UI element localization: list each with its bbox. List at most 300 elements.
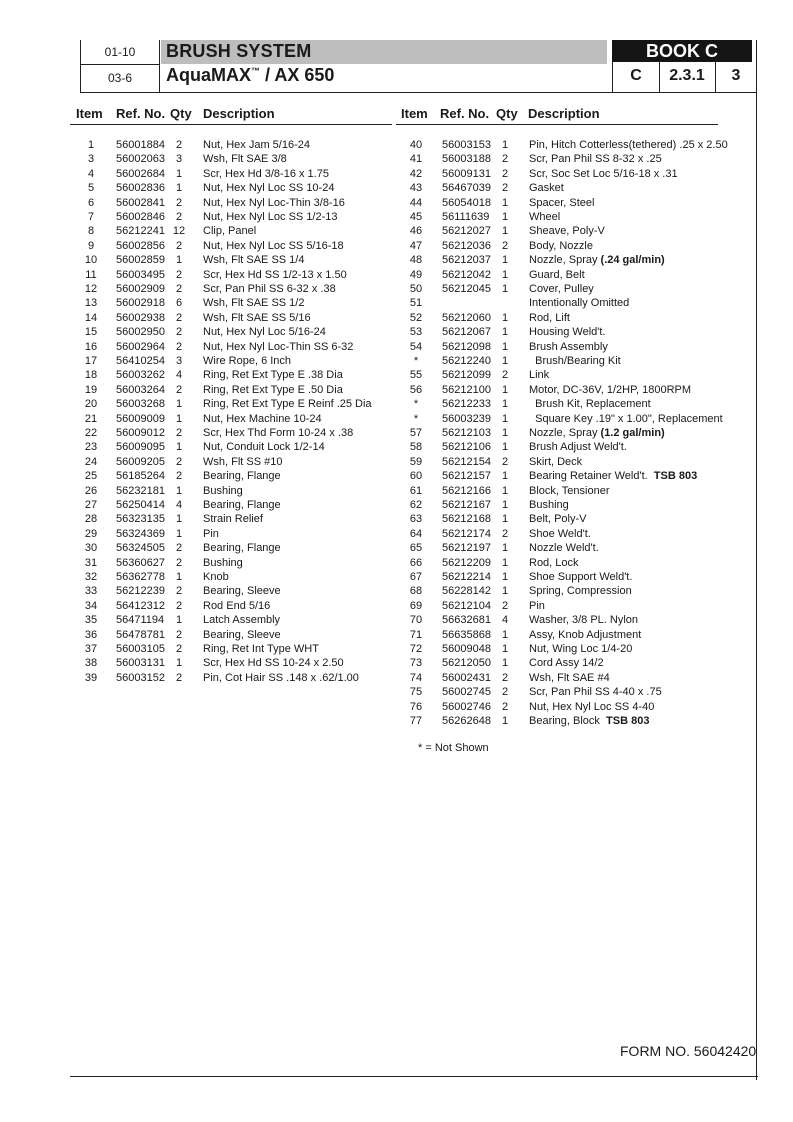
description — [529, 584, 632, 598]
ref-number: 56410254 — [116, 355, 165, 367]
quantity: 2 — [501, 182, 509, 195]
ref-number: 56002938 — [116, 311, 165, 324]
description-text: Skirt, Deck — [529, 455, 583, 468]
description-text: Shoe Weld't. — [529, 527, 591, 540]
quantity: 2 — [175, 470, 183, 483]
item-number: 12 — [84, 283, 98, 295]
item-number: 46 — [409, 225, 423, 238]
description-text: Brush Kit, Replacement — [529, 398, 651, 411]
ref-number: 56002684 — [116, 167, 165, 180]
parts-row — [0, 397, 651, 411]
parts-row — [0, 138, 728, 152]
quantity: 1 — [175, 398, 183, 411]
description-text: Bearing Retainer Weld't. — [529, 470, 654, 483]
quantity: 1 — [501, 441, 509, 454]
item-number: 30 — [84, 542, 98, 555]
item-number: * — [413, 355, 419, 367]
description — [529, 498, 569, 512]
footnote: * = Not Shown — [418, 742, 489, 754]
item-number: 15 — [84, 326, 98, 339]
item-number: 48 — [409, 254, 423, 267]
item-number: 8 — [87, 225, 95, 238]
quantity: 1 — [501, 715, 509, 727]
description — [529, 325, 606, 339]
ref-number: 56212098 — [442, 340, 491, 353]
description-text: Scr, Hex Thd Form 10-24 x .38 — [203, 427, 354, 439]
item-number: 25 — [84, 470, 98, 483]
description-text: Nut, Conduit Lock 1/2-14 — [203, 441, 325, 454]
parts-row — [0, 599, 545, 613]
quantity: 1 — [501, 326, 509, 339]
quantity: 1 — [175, 182, 183, 195]
parts-row — [0, 570, 633, 584]
page-number: 3 — [731, 67, 741, 84]
item-number: 71 — [409, 628, 423, 641]
quantity: 2 — [501, 700, 509, 713]
description — [529, 368, 549, 382]
parts-row — [0, 196, 595, 210]
col-header-rule — [70, 124, 392, 125]
description-text: Nozzle, Spray — [529, 254, 601, 267]
form-number: FORM NO. 56042420 — [620, 1043, 757, 1059]
description-text: Pin, Cot Hair SS .148 x .62/1.00 — [203, 671, 359, 684]
quantity: 1 — [501, 196, 509, 209]
description-text: Clip, Panel — [203, 225, 257, 238]
header-rule — [158, 92, 613, 93]
description — [529, 685, 662, 699]
item-number: 59 — [409, 455, 423, 468]
quantity: 1 — [501, 283, 509, 295]
item-number: 26 — [84, 484, 98, 497]
description-text: Nut, Hex Nyl Loc SS 1/2-13 — [203, 211, 338, 223]
description-text: Nut, Hex Nyl Loc SS 5/16-18 — [203, 239, 344, 252]
item-number: 24 — [84, 455, 98, 468]
ref-number: 56212214 — [442, 571, 491, 583]
parts-row — [0, 685, 662, 699]
quantity: 1 — [501, 643, 509, 655]
parts-row — [0, 426, 665, 440]
parts-row — [0, 268, 585, 282]
item-number: 54 — [409, 340, 423, 353]
ref-number: 56212042 — [442, 268, 491, 281]
ref-number: 56212174 — [442, 527, 491, 540]
parts-row — [0, 167, 678, 181]
quantity: 2 — [501, 671, 509, 684]
ref-number: 56324369 — [116, 527, 165, 540]
description — [529, 354, 621, 368]
parts-row — [0, 354, 621, 368]
parts-row — [0, 527, 591, 541]
parts-row — [0, 700, 655, 714]
section-ref-row — [612, 62, 757, 93]
quantity: 2 — [175, 599, 183, 612]
ref-number: 56002746 — [442, 700, 491, 713]
ref-number: 56002841 — [116, 196, 165, 209]
description — [529, 224, 605, 238]
book-label: BOOK C — [612, 40, 752, 62]
ref-number: 56212197 — [442, 542, 491, 555]
col-header-qty: Qty — [170, 106, 192, 121]
description-text: Pin — [529, 599, 545, 612]
item-number: 38 — [84, 657, 98, 670]
description-text: Brush/Bearing Kit — [529, 355, 621, 367]
quantity: 1 — [501, 470, 509, 483]
parts-row — [0, 340, 608, 354]
description-text: Scr, Hex Hd 3/8-16 x 1.75 — [203, 167, 329, 180]
ref-number: 56003188 — [442, 153, 491, 166]
parts-row — [0, 656, 604, 670]
parts-row — [0, 714, 650, 728]
item-number: 9 — [87, 239, 95, 252]
description — [529, 541, 599, 555]
ref-number: 56212157 — [442, 470, 491, 483]
quantity: 1 — [501, 542, 509, 555]
ref-number: 56232181 — [116, 484, 165, 497]
quantity: 1 — [501, 398, 509, 411]
description-text: Housing Weld't. — [529, 326, 606, 339]
description — [529, 296, 629, 310]
quantity: 2 — [175, 542, 183, 555]
ref-number: 56212209 — [442, 556, 491, 569]
description-text: Scr, Pan Phil SS 4-40 x .75 — [529, 686, 662, 699]
quantity: 1 — [175, 412, 183, 425]
quantity: 1 — [501, 571, 509, 583]
item-number: 72 — [409, 643, 423, 655]
parts-row — [0, 152, 662, 166]
ref-number: 56212067 — [442, 326, 491, 339]
ref-number: 56471194 — [116, 614, 165, 627]
quantity: 1 — [175, 527, 183, 540]
item-number: 43 — [409, 182, 423, 195]
quantity: 2 — [175, 311, 183, 324]
item-number: 34 — [84, 599, 98, 612]
quantity: 1 — [501, 427, 509, 439]
ref-number: 56635868 — [442, 628, 491, 641]
ref-number: 56002063 — [116, 153, 165, 166]
ref-number: 56212104 — [442, 599, 491, 612]
description-text: Knob — [203, 571, 229, 583]
ref-number: 56009095 — [116, 441, 165, 454]
item-number: 21 — [84, 412, 98, 425]
quantity: 2 — [175, 671, 183, 684]
quantity: 1 — [501, 513, 509, 526]
parts-row — [0, 282, 594, 296]
item-number: 63 — [409, 513, 423, 526]
description-text: Brush Adjust Weld't. — [529, 441, 627, 454]
parts-row — [0, 671, 610, 685]
description — [529, 671, 610, 685]
description-text: Scr, Hex Hd SS 10-24 x 2.50 — [203, 657, 344, 670]
item-number: 40 — [409, 139, 423, 151]
item-number: 73 — [409, 657, 423, 670]
item-number: 31 — [84, 556, 98, 569]
ref-number: 56212036 — [442, 239, 491, 252]
item-number: 75 — [409, 686, 423, 699]
description-text: Ring, Ret Ext Type E .50 Dia — [203, 383, 343, 396]
quantity: 3 — [175, 153, 183, 166]
description-text: Wsh, Flt SAE 3/8 — [203, 153, 287, 166]
item-number: 49 — [409, 268, 423, 281]
description-text: Scr, Soc Set Loc 5/16-18 x .31 — [529, 167, 678, 180]
item-number: 19 — [84, 383, 98, 396]
quantity: 2 — [501, 167, 509, 180]
ref-number: 56228142 — [442, 585, 491, 598]
item-number: 23 — [84, 441, 98, 454]
quantity: 3 — [175, 355, 183, 367]
quantity: 2 — [501, 239, 509, 252]
ref-number: 56003105 — [116, 643, 165, 655]
ref-number: 56003239 — [442, 412, 491, 425]
quantity: 2 — [501, 153, 509, 166]
parts-row — [0, 181, 564, 195]
item-number: 36 — [84, 628, 98, 641]
description-text: Intentionally Omitted — [529, 297, 630, 310]
item-number: 51 — [409, 297, 423, 310]
parts-row — [0, 484, 610, 498]
ref-number: 56478781 — [116, 628, 165, 641]
item-number: 45 — [409, 211, 423, 223]
description — [529, 196, 594, 210]
quantity: 2 — [501, 527, 509, 540]
description — [529, 210, 560, 224]
description-text: Nut, Hex Nyl Loc-Thin 3/8-16 — [203, 196, 345, 209]
quantity: 1 — [501, 254, 509, 267]
item-number: 1 — [87, 139, 95, 151]
description-text: Spring, Compression — [529, 585, 632, 598]
item-number: 18 — [84, 369, 98, 382]
description-text: Ring, Ret Int Type WHT — [203, 643, 319, 655]
quantity: 1 — [501, 484, 509, 497]
quantity: 4 — [501, 614, 509, 627]
description-text: Nut, Wing Loc 1/4-20 — [529, 643, 633, 655]
description-text: Brush Assembly — [529, 340, 608, 353]
trademark-mark: ™ — [251, 66, 260, 76]
description-text: Spacer, Steel — [529, 196, 595, 209]
description-text: Block, Tensioner — [529, 484, 610, 497]
item-number: 67 — [409, 571, 423, 583]
description-emphasis: (.24 gal/min) — [600, 254, 665, 267]
item-number: 65 — [409, 542, 423, 555]
quantity: 2 — [175, 340, 183, 353]
description — [529, 282, 594, 296]
description-text: Nut, Hex Nyl Loc-Thin SS 6-32 — [203, 340, 354, 353]
quantity: 2 — [175, 283, 183, 295]
description-text: Nut, Hex Nyl Loc SS 4-40 — [529, 700, 655, 713]
quantity: 1 — [501, 657, 509, 670]
item-number: 42 — [409, 167, 423, 180]
parts-row — [0, 628, 642, 642]
description — [529, 484, 610, 498]
item-number: 68 — [409, 585, 423, 598]
ref-number: 56212045 — [442, 283, 491, 295]
col-header-rule — [396, 124, 718, 125]
description — [529, 642, 632, 656]
description-text: Nut, Hex Nyl Loc 5/16-24 — [203, 326, 326, 339]
item-number: 61 — [409, 484, 423, 497]
quantity: 2 — [175, 383, 183, 396]
ref-number: 56212154 — [442, 455, 491, 468]
ref-number: 56360627 — [116, 556, 165, 569]
header-left-box — [80, 40, 160, 93]
description — [529, 340, 608, 354]
item-number: 3 — [87, 153, 95, 166]
quantity: 2 — [175, 455, 183, 468]
ref-number: 56212240 — [442, 355, 491, 367]
item-number: 11 — [85, 268, 97, 281]
quantity: 2 — [175, 326, 183, 339]
description — [529, 239, 593, 253]
description-text: Nozzle Weld't. — [529, 542, 599, 555]
description-text: Wheel — [529, 211, 561, 223]
quantity: 1 — [175, 254, 183, 267]
ref-number: 56003153 — [442, 139, 491, 151]
parts-row — [0, 239, 593, 253]
col-header-desc: Description — [528, 106, 600, 121]
ref-number: 56362778 — [116, 571, 165, 583]
ref-number: 56003262 — [116, 369, 165, 382]
description — [529, 152, 662, 166]
col-header-item: Item — [76, 106, 103, 121]
quantity: 2 — [175, 268, 183, 281]
description — [529, 656, 604, 670]
col-header-desc: Description — [203, 106, 275, 121]
item-number: 56 — [409, 383, 423, 396]
quantity: 1 — [501, 556, 509, 569]
quantity: 2 — [175, 427, 183, 439]
section-code: 03-6 — [107, 71, 133, 85]
ref-number: 56002950 — [116, 326, 165, 339]
item-number: 10 — [84, 254, 98, 267]
col-header-item: Item — [401, 106, 428, 121]
ref-number: 56002745 — [442, 686, 491, 699]
parts-row — [0, 469, 698, 483]
item-number: 50 — [409, 283, 423, 295]
description-text: Square Key .19" x 1.00", Replacement — [529, 412, 723, 425]
ref-number: 56212100 — [442, 383, 491, 396]
ref-number: 56467039 — [442, 182, 491, 195]
ref-number: 56212106 — [442, 441, 491, 454]
quantity: 2 — [501, 455, 509, 468]
description — [529, 628, 641, 642]
description-text: Bearing, Flange — [203, 542, 281, 555]
description-text: Shoe Support Weld't. — [529, 571, 633, 583]
parts-row — [0, 455, 583, 469]
item-number: 20 — [84, 398, 98, 411]
parts-row — [0, 613, 639, 627]
quantity: 1 — [501, 311, 509, 324]
parts-row — [0, 642, 633, 656]
col-header-qty: Qty — [496, 106, 518, 121]
description-text: Bushing — [203, 556, 243, 569]
ref-number: 56185264 — [116, 470, 165, 483]
description-text: Motor, DC-36V, 1/2HP, 1800RPM — [529, 383, 692, 396]
section-number: 2.3.1 — [659, 62, 716, 92]
description — [529, 570, 632, 584]
quantity: 2 — [175, 628, 183, 641]
ref-number: 56002918 — [116, 297, 165, 310]
ref-number: 56003131 — [116, 657, 165, 670]
ref-number: 56111639 — [442, 211, 490, 223]
item-number: 37 — [84, 643, 98, 655]
parts-row — [0, 311, 570, 325]
quantity: 2 — [175, 585, 183, 598]
item-number: * — [413, 398, 419, 411]
item-number: 76 — [409, 700, 423, 713]
description-text: Cord Assy 14/2 — [529, 657, 604, 670]
description-text: Wsh, Flt SAE SS 5/16 — [203, 311, 311, 324]
quantity: 2 — [175, 556, 183, 569]
ref-number: 56632681 — [442, 614, 491, 627]
section-letter: C — [613, 62, 660, 92]
description — [529, 700, 654, 714]
description-text: Bearing, Flange — [203, 499, 281, 511]
description-text: Nut, Hex Machine 10-24 — [203, 412, 322, 425]
description-text: Scr, Hex Hd SS 1/2-13 x 1.50 — [203, 268, 347, 281]
ref-number: 56009009 — [116, 412, 165, 425]
item-number: 4 — [87, 167, 95, 180]
item-number: 13 — [84, 297, 98, 310]
description — [529, 527, 591, 541]
ref-number: 56009205 — [116, 455, 165, 468]
quantity: 1 — [501, 268, 509, 281]
description-text: Scr, Pan Phil SS 6-32 x .38 — [203, 283, 336, 295]
item-number: 33 — [84, 585, 98, 598]
item-number: 47 — [409, 239, 423, 252]
description-text: Nozzle, Spray — [529, 427, 601, 439]
item-number: 39 — [84, 671, 98, 684]
ref-number: 56002964 — [116, 340, 165, 353]
description — [529, 440, 627, 454]
parts-row — [0, 541, 599, 555]
description-text: Nut, Hex Nyl Loc SS 10-24 — [203, 182, 335, 195]
quantity: 1 — [501, 585, 509, 598]
quantity: 1 — [175, 657, 183, 670]
item-number: 52 — [409, 311, 423, 324]
item-number: 64 — [409, 527, 423, 540]
item-number: 44 — [409, 196, 423, 209]
description-text: Ring, Ret Ext Type E Reinf .25 Dia — [203, 398, 372, 411]
item-number: 22 — [84, 427, 98, 439]
quantity: 1 — [501, 628, 509, 641]
ref-number: 56412312 — [116, 599, 165, 612]
description-text: Gasket — [529, 182, 564, 195]
ref-number: 56250414 — [116, 499, 165, 511]
item-number: 66 — [409, 556, 423, 569]
description — [529, 599, 545, 613]
description-emphasis: TSB 803 — [606, 715, 650, 727]
quantity: 1 — [175, 513, 183, 526]
description-text: Bearing, Sleeve — [203, 585, 281, 598]
revision-date: 01-10 — [81, 40, 159, 65]
quantity: 1 — [175, 484, 183, 497]
model-title — [166, 65, 334, 86]
description-text: Bearing, Flange — [203, 470, 281, 483]
description-text: Washer, 3/8 PL. Nylon — [529, 614, 639, 627]
parts-row — [0, 556, 579, 570]
ref-number: 56003152 — [116, 671, 165, 684]
description-emphasis: TSB 803 — [653, 470, 698, 483]
description — [529, 426, 665, 440]
parts-row — [0, 440, 627, 454]
parts-row — [0, 210, 561, 224]
ref-number: 56001884 — [116, 139, 165, 151]
ref-number: 56003264 — [116, 383, 165, 396]
item-number: 53 — [409, 326, 423, 339]
ref-number: 56212027 — [442, 225, 491, 238]
description-text: Sheave, Poly-V — [529, 225, 605, 238]
quantity: 1 — [175, 441, 183, 454]
item-number: 35 — [84, 614, 98, 627]
